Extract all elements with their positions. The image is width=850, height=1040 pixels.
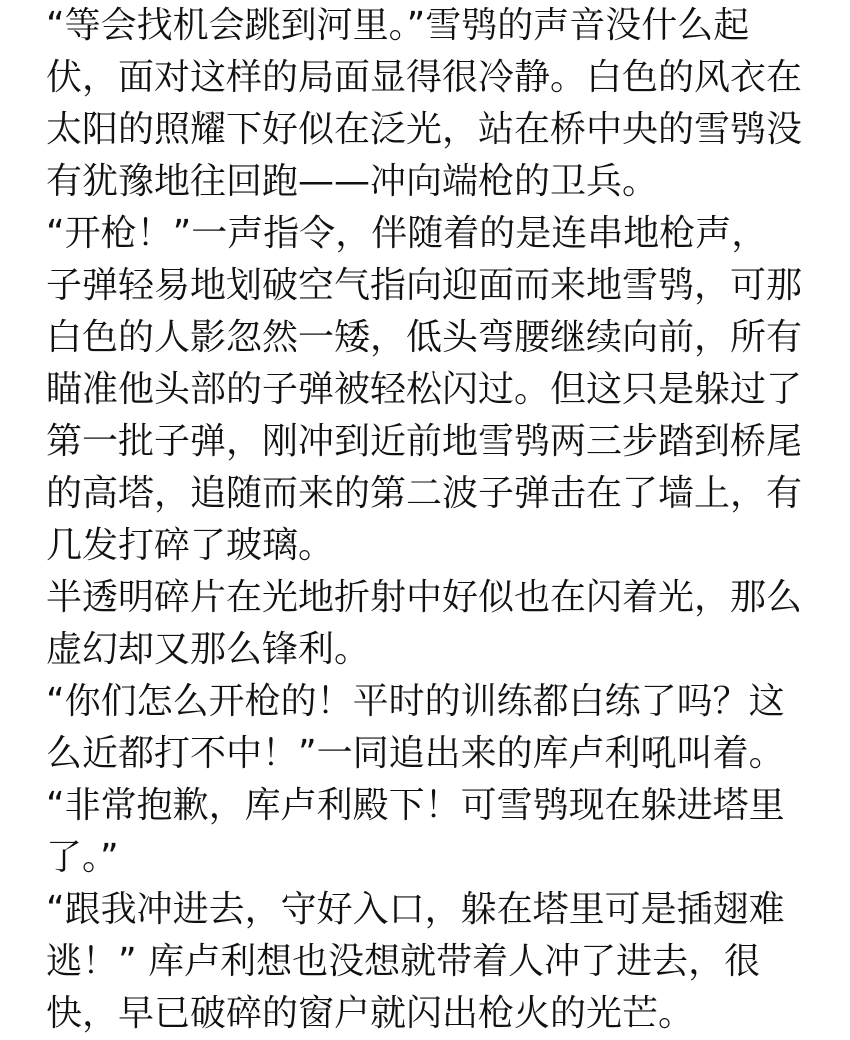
text-line: 几发打碎了玻璃。 [46, 525, 335, 566]
text-line: “等会找机会跳到河里。”雪鸮的声音没什么起 [46, 5, 750, 46]
text-line: 白色的人影忽然一矮，低头弯腰继续向前，所有 [46, 317, 803, 358]
text-line: 瞄准他头部的子弹被轻松闪过。但这只是躲过了 [46, 369, 803, 410]
text-line: 太阳的照耀下好似在泛光，站在桥中央的雪鸮没 [46, 109, 803, 150]
text-line: 么近都打不中！”一同追出来的库卢利吼叫着。 [46, 733, 785, 774]
text-line: 半透明碎片在光地折射中好似也在闪着光，那么 [46, 577, 803, 618]
text-line: “你们怎么开枪的！平时的训练都白练了吗？这 [46, 681, 785, 722]
text-line: 有犹豫地往回跑——冲向端枪的卫兵。 [46, 161, 659, 202]
text-line: “非常抱歉，库卢利殿下！可雪鸮现在躲进塔里 [46, 785, 785, 826]
text-line: 子弹轻易地划破空气指向迎面而来地雪鸮，可那 [46, 265, 803, 306]
text-line: “开枪！”一声指令，伴随着的是连串地枪声， [46, 213, 768, 254]
story-text [46, 0, 846, 1040]
text-line: 伏，面对这样的局面显得很冷静。白色的风衣在 [46, 57, 803, 98]
text-line: 快，早已破碎的窗户就闪出枪火的光芒。 [46, 993, 695, 1034]
text-line: 的高塔，追随而来的第二波子弹击在了墙上，有 [46, 473, 803, 514]
text-line: 第一批子弹，刚冲到近前地雪鸮两三步踏到桥尾 [46, 421, 803, 462]
text-line: “跟我冲进去，守好入口，躲在塔里可是插翅难 [46, 889, 785, 930]
text-line: 虚幻却又那么锋利。 [46, 629, 371, 670]
text-line: 逃！” 库卢利想也没想就带着人冲了进去，很 [46, 941, 761, 982]
text-line: 了。” [46, 837, 119, 878]
